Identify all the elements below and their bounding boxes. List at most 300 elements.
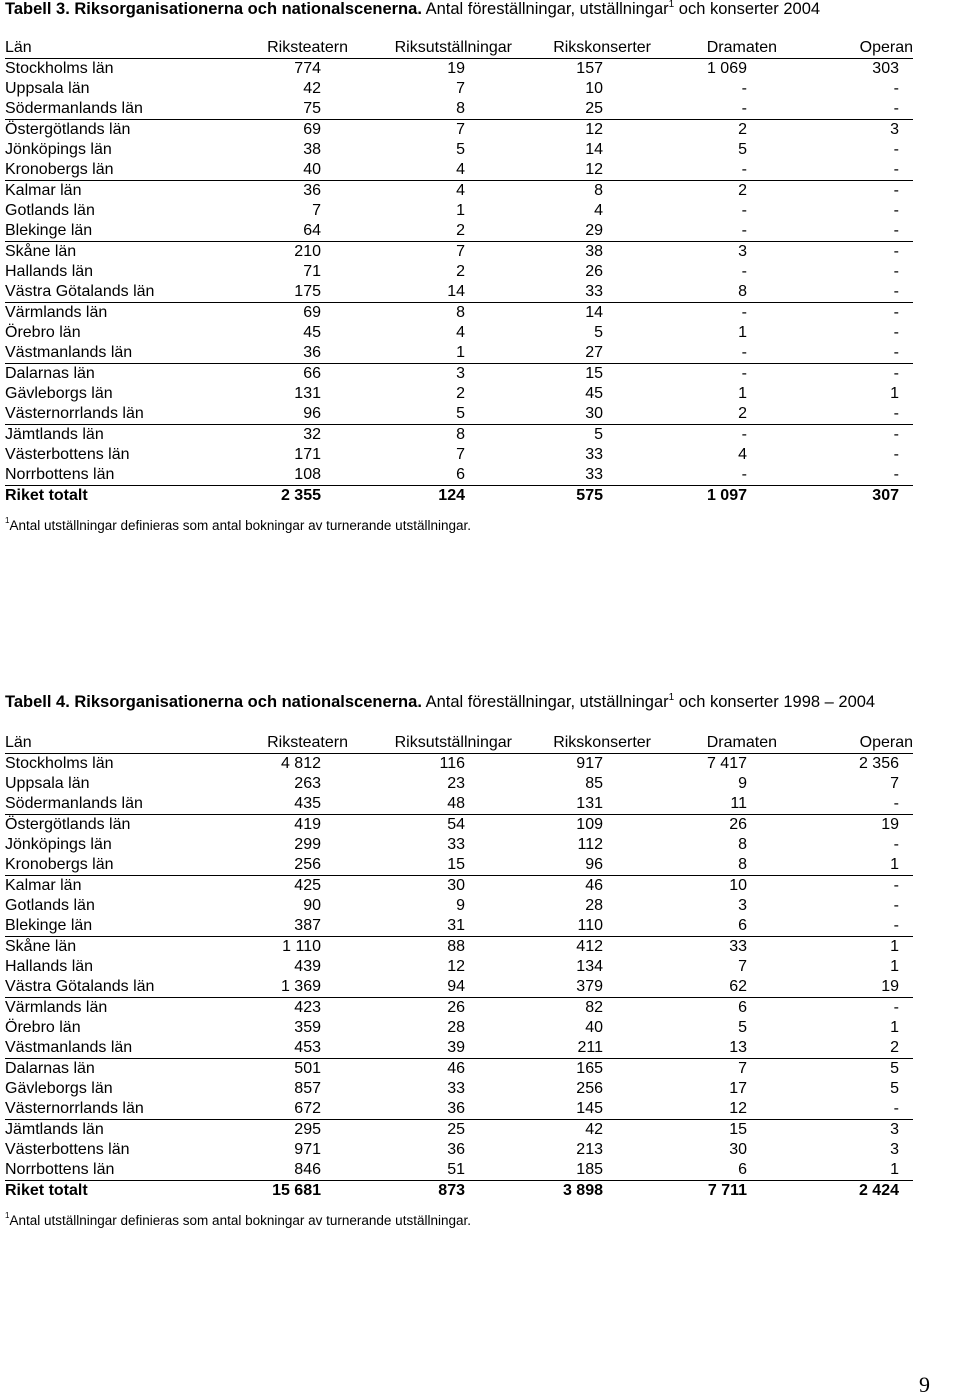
value-cell: - (741, 100, 747, 117)
table4-title-rest: Antal föreställningar, utställningar (421, 693, 669, 711)
value-cell: 28 (447, 1019, 465, 1036)
total-row (5, 486, 913, 506)
value-cell: 359 (294, 1019, 321, 1036)
table3-title-sup: 1 (668, 0, 675, 10)
county-cell: Norrbottens län (5, 1161, 115, 1178)
column-header: Län (5, 734, 32, 751)
value-cell: 36 (447, 1141, 465, 1158)
value-cell: 2 (738, 121, 747, 138)
value-cell: 23 (447, 775, 465, 792)
value-cell: 4 812 (280, 755, 321, 772)
value-cell: 6 (738, 1161, 747, 1178)
value-cell: 28 (585, 897, 603, 914)
value-cell: - (893, 324, 899, 341)
value-cell: 17 (729, 1080, 747, 1097)
value-cell: 40 (303, 161, 321, 178)
value-cell: 2 (890, 1039, 899, 1056)
value-cell: 33 (447, 1080, 465, 1097)
value-cell: - (893, 1100, 899, 1117)
county-cell: Västra Götalands län (5, 978, 155, 995)
table-row (5, 896, 913, 916)
value-cell: 33 (585, 283, 603, 300)
value-cell: 5 (456, 405, 465, 422)
county-cell: Stockholms län (5, 755, 114, 772)
value-cell: 1 (890, 856, 899, 873)
table-row (5, 445, 913, 465)
value-cell: 15 681 (272, 1182, 321, 1199)
value-cell: 5 (594, 324, 603, 341)
value-cell: - (741, 202, 747, 219)
value-cell: 1 (738, 385, 747, 402)
table3-footnote (5, 518, 471, 533)
value-cell: 38 (585, 243, 603, 260)
table-row (5, 262, 913, 282)
county-cell: Västerbottens län (5, 1141, 130, 1158)
table-row (5, 404, 913, 425)
table-row (5, 1059, 913, 1079)
value-cell: 108 (294, 466, 321, 483)
value-cell: 7 711 (707, 1182, 747, 1199)
table-row (5, 835, 913, 855)
value-cell: 39 (447, 1039, 465, 1056)
value-cell: 2 356 (858, 755, 899, 772)
value-cell: 14 (585, 141, 603, 158)
county-cell: Norrbottens län (5, 466, 115, 483)
value-cell: 30 (729, 1141, 747, 1158)
table4-title-end: och konserter 1998 – 2004 (674, 693, 876, 711)
value-cell: - (893, 365, 899, 382)
value-cell: 419 (294, 816, 321, 833)
value-cell: 175 (294, 283, 321, 300)
value-cell: 15 (447, 856, 465, 873)
table-row (5, 1038, 913, 1059)
column-header: Operan (859, 39, 913, 56)
value-cell: 12 (729, 1100, 747, 1117)
value-cell: 8 (456, 304, 465, 321)
value-cell: 1 (890, 1161, 899, 1178)
total-row (5, 1181, 913, 1201)
value-cell: 9 (456, 897, 465, 914)
value-cell: 38 (303, 141, 321, 158)
value-cell: 15 (729, 1121, 747, 1138)
value-cell: 1 097 (706, 487, 747, 504)
value-cell: 75 (303, 100, 321, 117)
table4-title-sup: 1 (668, 692, 675, 703)
value-cell: 69 (303, 121, 321, 138)
value-cell: 299 (294, 836, 321, 853)
value-cell: 1 369 (280, 978, 321, 995)
value-cell: 36 (303, 344, 321, 361)
value-cell: 5 (890, 1060, 899, 1077)
value-cell: 33 (585, 466, 603, 483)
county-cell: Riket totalt (5, 1182, 88, 1199)
value-cell: 412 (576, 938, 603, 955)
value-cell: 26 (447, 999, 465, 1016)
value-cell: 303 (872, 60, 899, 77)
value-cell: - (741, 222, 747, 239)
value-cell: - (893, 917, 899, 934)
value-cell: 4 (456, 182, 465, 199)
value-cell: 33 (729, 938, 747, 955)
value-cell: - (893, 999, 899, 1016)
county-cell: Hallands län (5, 263, 94, 280)
value-cell: - (893, 182, 899, 199)
table-row (5, 937, 913, 957)
value-cell: - (893, 836, 899, 853)
table-row (5, 1120, 913, 1140)
value-cell: 1 (890, 1019, 899, 1036)
value-cell: 85 (585, 775, 603, 792)
value-cell: 12 (585, 121, 603, 138)
value-cell: 873 (438, 1182, 465, 1199)
table-row (5, 1099, 913, 1120)
value-cell: 66 (303, 365, 321, 382)
value-cell: 9 (738, 775, 747, 792)
value-cell: 1 (890, 385, 899, 402)
county-cell: Riket totalt (5, 487, 88, 504)
value-cell: - (893, 304, 899, 321)
value-cell: 211 (577, 1039, 603, 1056)
value-cell: 1 (738, 324, 747, 341)
value-cell: 10 (729, 877, 747, 894)
value-cell: 846 (294, 1161, 321, 1178)
value-cell: 1 (890, 938, 899, 955)
value-cell: 7 (738, 1060, 747, 1077)
value-cell: 14 (585, 304, 603, 321)
county-cell: Gävleborgs län (5, 385, 113, 402)
value-cell: - (893, 80, 899, 97)
value-cell: 64 (303, 222, 321, 239)
value-cell: 32 (303, 426, 321, 443)
value-cell: 131 (294, 385, 321, 402)
table4 (5, 733, 913, 1201)
value-cell: 33 (447, 836, 465, 853)
value-cell: 131 (576, 795, 603, 812)
value-cell: 71 (303, 263, 321, 280)
value-cell: - (893, 161, 899, 178)
value-cell: 7 (456, 243, 465, 260)
value-cell: 4 (738, 446, 747, 463)
value-cell: 256 (294, 856, 321, 873)
value-cell: 51 (447, 1161, 465, 1178)
value-cell: - (893, 283, 899, 300)
value-cell: 423 (294, 999, 321, 1016)
value-cell: 112 (577, 836, 603, 853)
value-cell: 5 (456, 141, 465, 158)
column-header: Rikskonserter (553, 39, 651, 56)
value-cell: 30 (585, 405, 603, 422)
value-cell: 3 (890, 121, 899, 138)
value-cell: - (741, 466, 747, 483)
value-cell: - (893, 100, 899, 117)
value-cell: 96 (303, 405, 321, 422)
table4-footnote (5, 1213, 471, 1228)
county-cell: Blekinge län (5, 917, 93, 934)
table-row (5, 181, 913, 201)
county-cell: Jönköpings län (5, 141, 112, 158)
table-row (5, 160, 913, 181)
value-cell: 439 (294, 958, 321, 975)
column-header: Dramaten (706, 39, 777, 56)
value-cell: 971 (294, 1141, 321, 1158)
value-cell: - (893, 795, 899, 812)
value-cell: 94 (447, 978, 465, 995)
value-cell: 29 (585, 222, 603, 239)
value-cell: 453 (294, 1039, 321, 1056)
value-cell: 116 (439, 755, 465, 772)
county-cell: Jämtlands län (5, 1121, 104, 1138)
county-cell: Västra Götalands län (5, 283, 155, 300)
county-cell: Dalarnas län (5, 1060, 95, 1077)
value-cell: 1 110 (282, 938, 321, 955)
value-cell: 145 (576, 1100, 603, 1117)
value-cell: 8 (594, 182, 603, 199)
value-cell: 110 (577, 917, 603, 934)
table3-footnote-sup: 1 (5, 516, 10, 525)
county-cell: Hallands län (5, 958, 94, 975)
value-cell: 45 (303, 324, 321, 341)
value-cell: 7 417 (706, 755, 747, 772)
value-cell: 26 (729, 816, 747, 833)
table-row (5, 998, 913, 1018)
value-cell: 12 (585, 161, 603, 178)
value-cell: 8 (456, 100, 465, 117)
table-row (5, 221, 913, 242)
table3 (5, 38, 913, 506)
value-cell: 857 (294, 1080, 321, 1097)
value-cell: 4 (594, 202, 603, 219)
value-cell: 1 069 (706, 60, 747, 77)
value-cell: - (893, 263, 899, 280)
table-row (5, 364, 913, 384)
table-row (5, 242, 913, 262)
value-cell: 124 (438, 487, 465, 504)
value-cell: 19 (881, 816, 899, 833)
value-cell: 82 (585, 999, 603, 1016)
value-cell: - (893, 897, 899, 914)
value-cell: 387 (294, 917, 321, 934)
value-cell: 774 (294, 60, 321, 77)
value-cell: 19 (881, 978, 899, 995)
value-cell: 12 (447, 958, 465, 975)
table3-footnote-text: Antal utställningar definieras som antal bokningar av turnerande utställningar. (9, 518, 471, 533)
county-cell: Västernorrlands län (5, 1100, 144, 1117)
value-cell: - (893, 344, 899, 361)
value-cell: 6 (456, 466, 465, 483)
county-cell: Örebro län (5, 324, 81, 341)
value-cell: 5 (738, 1019, 747, 1036)
column-header: Riksutställningar (394, 39, 512, 56)
county-cell: Kalmar län (5, 877, 82, 894)
table-row (5, 79, 913, 99)
county-cell: Kronobergs län (5, 161, 114, 178)
value-cell: 4 (456, 324, 465, 341)
value-cell: 3 (890, 1141, 899, 1158)
column-header: Riksteatern (267, 39, 348, 56)
value-cell: - (893, 202, 899, 219)
value-cell: 7 (312, 202, 321, 219)
value-cell: - (741, 426, 747, 443)
county-cell: Västernorrlands län (5, 405, 144, 422)
county-cell: Värmlands län (5, 999, 108, 1016)
county-cell: Kronobergs län (5, 856, 114, 873)
table-row (5, 99, 913, 120)
column-header: Län (5, 39, 32, 56)
table-row (5, 282, 913, 303)
value-cell: 33 (585, 446, 603, 463)
value-cell: - (893, 446, 899, 463)
value-cell: 54 (447, 816, 465, 833)
table3-title-rest: Antal föreställningar, utställningar (421, 0, 669, 18)
value-cell: 25 (585, 100, 603, 117)
value-cell: 256 (576, 1080, 603, 1097)
value-cell: 36 (303, 182, 321, 199)
value-cell: - (893, 243, 899, 260)
value-cell: 96 (585, 856, 603, 873)
value-cell: 42 (303, 80, 321, 97)
value-cell: - (893, 466, 899, 483)
value-cell: 10 (585, 80, 603, 97)
value-cell: 36 (447, 1100, 465, 1117)
table-row (5, 120, 913, 140)
value-cell: 15 (585, 365, 603, 382)
value-cell: 134 (576, 958, 603, 975)
value-cell: 6 (738, 999, 747, 1016)
value-cell: 1 (890, 958, 899, 975)
value-cell: - (893, 141, 899, 158)
value-cell: 2 (738, 182, 747, 199)
value-cell: 575 (576, 487, 603, 504)
county-cell: Östergötlands län (5, 121, 131, 138)
value-cell: 8 (456, 426, 465, 443)
county-cell: Örebro län (5, 1019, 81, 1036)
value-cell: - (893, 877, 899, 894)
value-cell: 62 (729, 978, 747, 995)
table3-title-end: och konserter 2004 (674, 0, 821, 18)
value-cell: 40 (585, 1019, 603, 1036)
value-cell: - (741, 344, 747, 361)
header-row (5, 733, 913, 754)
value-cell: 3 (738, 243, 747, 260)
county-cell: Gotlands län (5, 202, 95, 219)
value-cell: - (893, 405, 899, 422)
table-row (5, 1140, 913, 1160)
value-cell: 7 (456, 80, 465, 97)
table-row (5, 754, 913, 774)
value-cell: 46 (447, 1060, 465, 1077)
county-cell: Södermanlands län (5, 100, 143, 117)
county-cell: Skåne län (5, 938, 77, 955)
county-cell: Västerbottens län (5, 446, 130, 463)
value-cell: 45 (585, 385, 603, 402)
value-cell: 25 (447, 1121, 465, 1138)
value-cell: 672 (294, 1100, 321, 1117)
table-row (5, 977, 913, 998)
table-row (5, 957, 913, 977)
column-header: Rikskonserter (553, 734, 651, 751)
county-cell: Östergötlands län (5, 816, 131, 833)
table-row (5, 876, 913, 896)
table-row (5, 425, 913, 445)
value-cell: 19 (447, 60, 465, 77)
value-cell: 157 (576, 60, 603, 77)
value-cell: 11 (730, 795, 747, 812)
table-row (5, 201, 913, 221)
value-cell: - (741, 161, 747, 178)
table-row (5, 140, 913, 160)
page-number: 9 (919, 1372, 930, 1397)
table-row (5, 815, 913, 835)
county-cell: Västmanlands län (5, 344, 133, 361)
header-row (5, 38, 913, 59)
table-row (5, 343, 913, 364)
county-cell: Stockholms län (5, 60, 114, 77)
value-cell: 7 (456, 446, 465, 463)
value-cell: 8 (738, 856, 747, 873)
value-cell: 917 (576, 755, 603, 772)
table4-title-bold: Tabell 4. Riksorganisationerna och nationalscenerna. (5, 693, 422, 711)
value-cell: 8 (738, 836, 747, 853)
value-cell: 171 (294, 446, 321, 463)
value-cell: 31 (447, 917, 465, 934)
value-cell: 46 (585, 877, 603, 894)
value-cell: 4 (456, 161, 465, 178)
table4-footnote-text: Antal utställningar definieras som antal bokningar av turnerande utställningar. (9, 1213, 471, 1228)
county-cell: Jämtlands län (5, 426, 104, 443)
value-cell: 13 (729, 1039, 747, 1056)
county-cell: Kalmar län (5, 182, 82, 199)
table3-title (5, 0, 820, 19)
table-row (5, 384, 913, 404)
value-cell: 42 (585, 1121, 603, 1138)
value-cell: - (893, 426, 899, 443)
value-cell: 435 (294, 795, 321, 812)
column-header: Riksteatern (267, 734, 348, 751)
value-cell: - (741, 304, 747, 321)
value-cell: 90 (303, 897, 321, 914)
table-row (5, 59, 913, 79)
value-cell: 26 (585, 263, 603, 280)
table3-title-bold: Tabell 3. Riksorganisationerna och nationalscenerna. (5, 0, 422, 18)
value-cell: 27 (585, 344, 603, 361)
value-cell: 2 424 (858, 1182, 899, 1199)
value-cell: 2 (738, 405, 747, 422)
value-cell: - (741, 263, 747, 280)
value-cell: 48 (447, 795, 465, 812)
value-cell: 213 (576, 1141, 603, 1158)
value-cell: 7 (456, 121, 465, 138)
value-cell: 185 (576, 1161, 603, 1178)
table-row (5, 855, 913, 876)
column-header: Operan (859, 734, 913, 751)
table-row (5, 323, 913, 343)
value-cell: 7 (890, 775, 899, 792)
table-row (5, 1079, 913, 1099)
county-cell: Blekinge län (5, 222, 93, 239)
county-cell: Uppsala län (5, 775, 90, 792)
value-cell: 1 (456, 344, 465, 361)
value-cell: 109 (576, 816, 603, 833)
value-cell: - (741, 80, 747, 97)
county-cell: Södermanlands län (5, 795, 143, 812)
county-cell: Dalarnas län (5, 365, 95, 382)
value-cell: 379 (576, 978, 603, 995)
value-cell: 3 (456, 365, 465, 382)
value-cell: 2 (456, 222, 465, 239)
table-row (5, 303, 913, 323)
value-cell: 5 (890, 1080, 899, 1097)
table-row (5, 916, 913, 937)
